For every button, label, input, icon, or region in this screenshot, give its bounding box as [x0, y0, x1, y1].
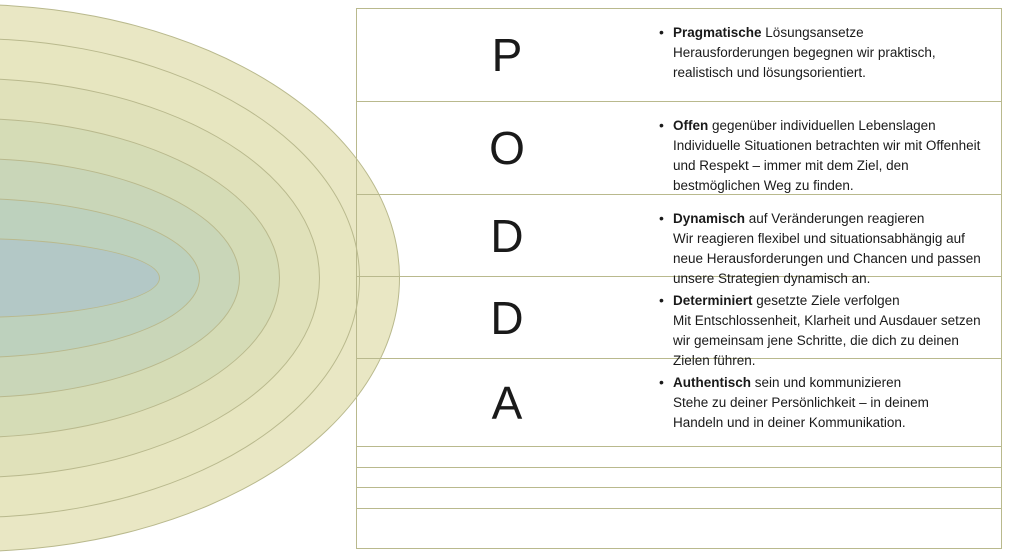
- row-empty-3: [357, 488, 1001, 509]
- letter-cell-o: [357, 102, 657, 194]
- row-o: [357, 102, 1001, 195]
- letter-p: P: [491, 29, 523, 81]
- description-a: Stehe zu deiner Persönlichkeit – in deinem Handeln und in deiner Kommunikation.: [673, 394, 929, 430]
- row-p: [357, 9, 1001, 102]
- headline-rest-o: gegenüber individuellen Lebenslagen: [708, 118, 936, 133]
- letter-cell-a: [357, 359, 657, 446]
- letter-d1: D: [490, 209, 524, 262]
- headline-bold-d2: Determiniert: [673, 293, 753, 308]
- headline-rest-a: sein und kommunizieren: [751, 375, 902, 390]
- headline-p: [659, 23, 981, 43]
- row-d-determiniert: [357, 277, 1001, 368]
- text-cell-o: [657, 102, 1001, 206]
- headline-bold-a: Authentisch: [673, 375, 752, 390]
- row-d-dynamisch: [357, 195, 1001, 286]
- headline-bold-o: Offen: [673, 118, 709, 133]
- description-d1: Wir reagieren flexibel und situationsabhängig auf neue Herausforderungen und Chancen und passen unsere Strategien dynamisch an.: [673, 230, 981, 286]
- letter-a: A: [491, 376, 523, 429]
- row-a: [357, 359, 1001, 447]
- row-empty-2: [357, 468, 1001, 489]
- headline-bold-p: Pragmatische: [673, 25, 762, 40]
- rows-container: [356, 8, 1002, 549]
- description-d2: Mit Entschlossenheit, Klarheit und Ausdauer setzen wir gemeinsam jene Schritte, die dich zu deinen Zielen führen.: [673, 312, 981, 368]
- headline-bold-d1: Dynamisch: [673, 211, 746, 226]
- letter-o: O: [489, 122, 525, 174]
- headline-d1: [659, 209, 981, 229]
- text-cell-p: [657, 9, 1001, 93]
- letter-cell-d1: [357, 195, 657, 276]
- description-o: Individuelle Situationen betrachten wir mit Offenheit und Respekt – immer mit dem Ziel, den bestmöglichen Weg zu finden.: [673, 137, 981, 193]
- headline-d2: [659, 291, 981, 311]
- letter-cell-p: [357, 9, 657, 101]
- headline-o: [659, 116, 981, 136]
- description-p: Herausforderungen begegnen wir praktisch, realistisch und lösungsorientiert.: [673, 44, 936, 80]
- text-cell-a: [657, 359, 1001, 443]
- headline-a: [659, 373, 981, 393]
- headline-rest-d1: auf Veränderungen reagieren: [745, 211, 925, 226]
- headline-rest-d2: gesetzte Ziele verfolgen: [752, 293, 900, 308]
- letter-d2: D: [490, 291, 524, 344]
- letter-cell-d2: [357, 277, 657, 358]
- row-empty-4: [357, 509, 1001, 530]
- row-empty-1: [357, 447, 1001, 468]
- headline-rest-p: Lösungsansetze: [761, 25, 864, 40]
